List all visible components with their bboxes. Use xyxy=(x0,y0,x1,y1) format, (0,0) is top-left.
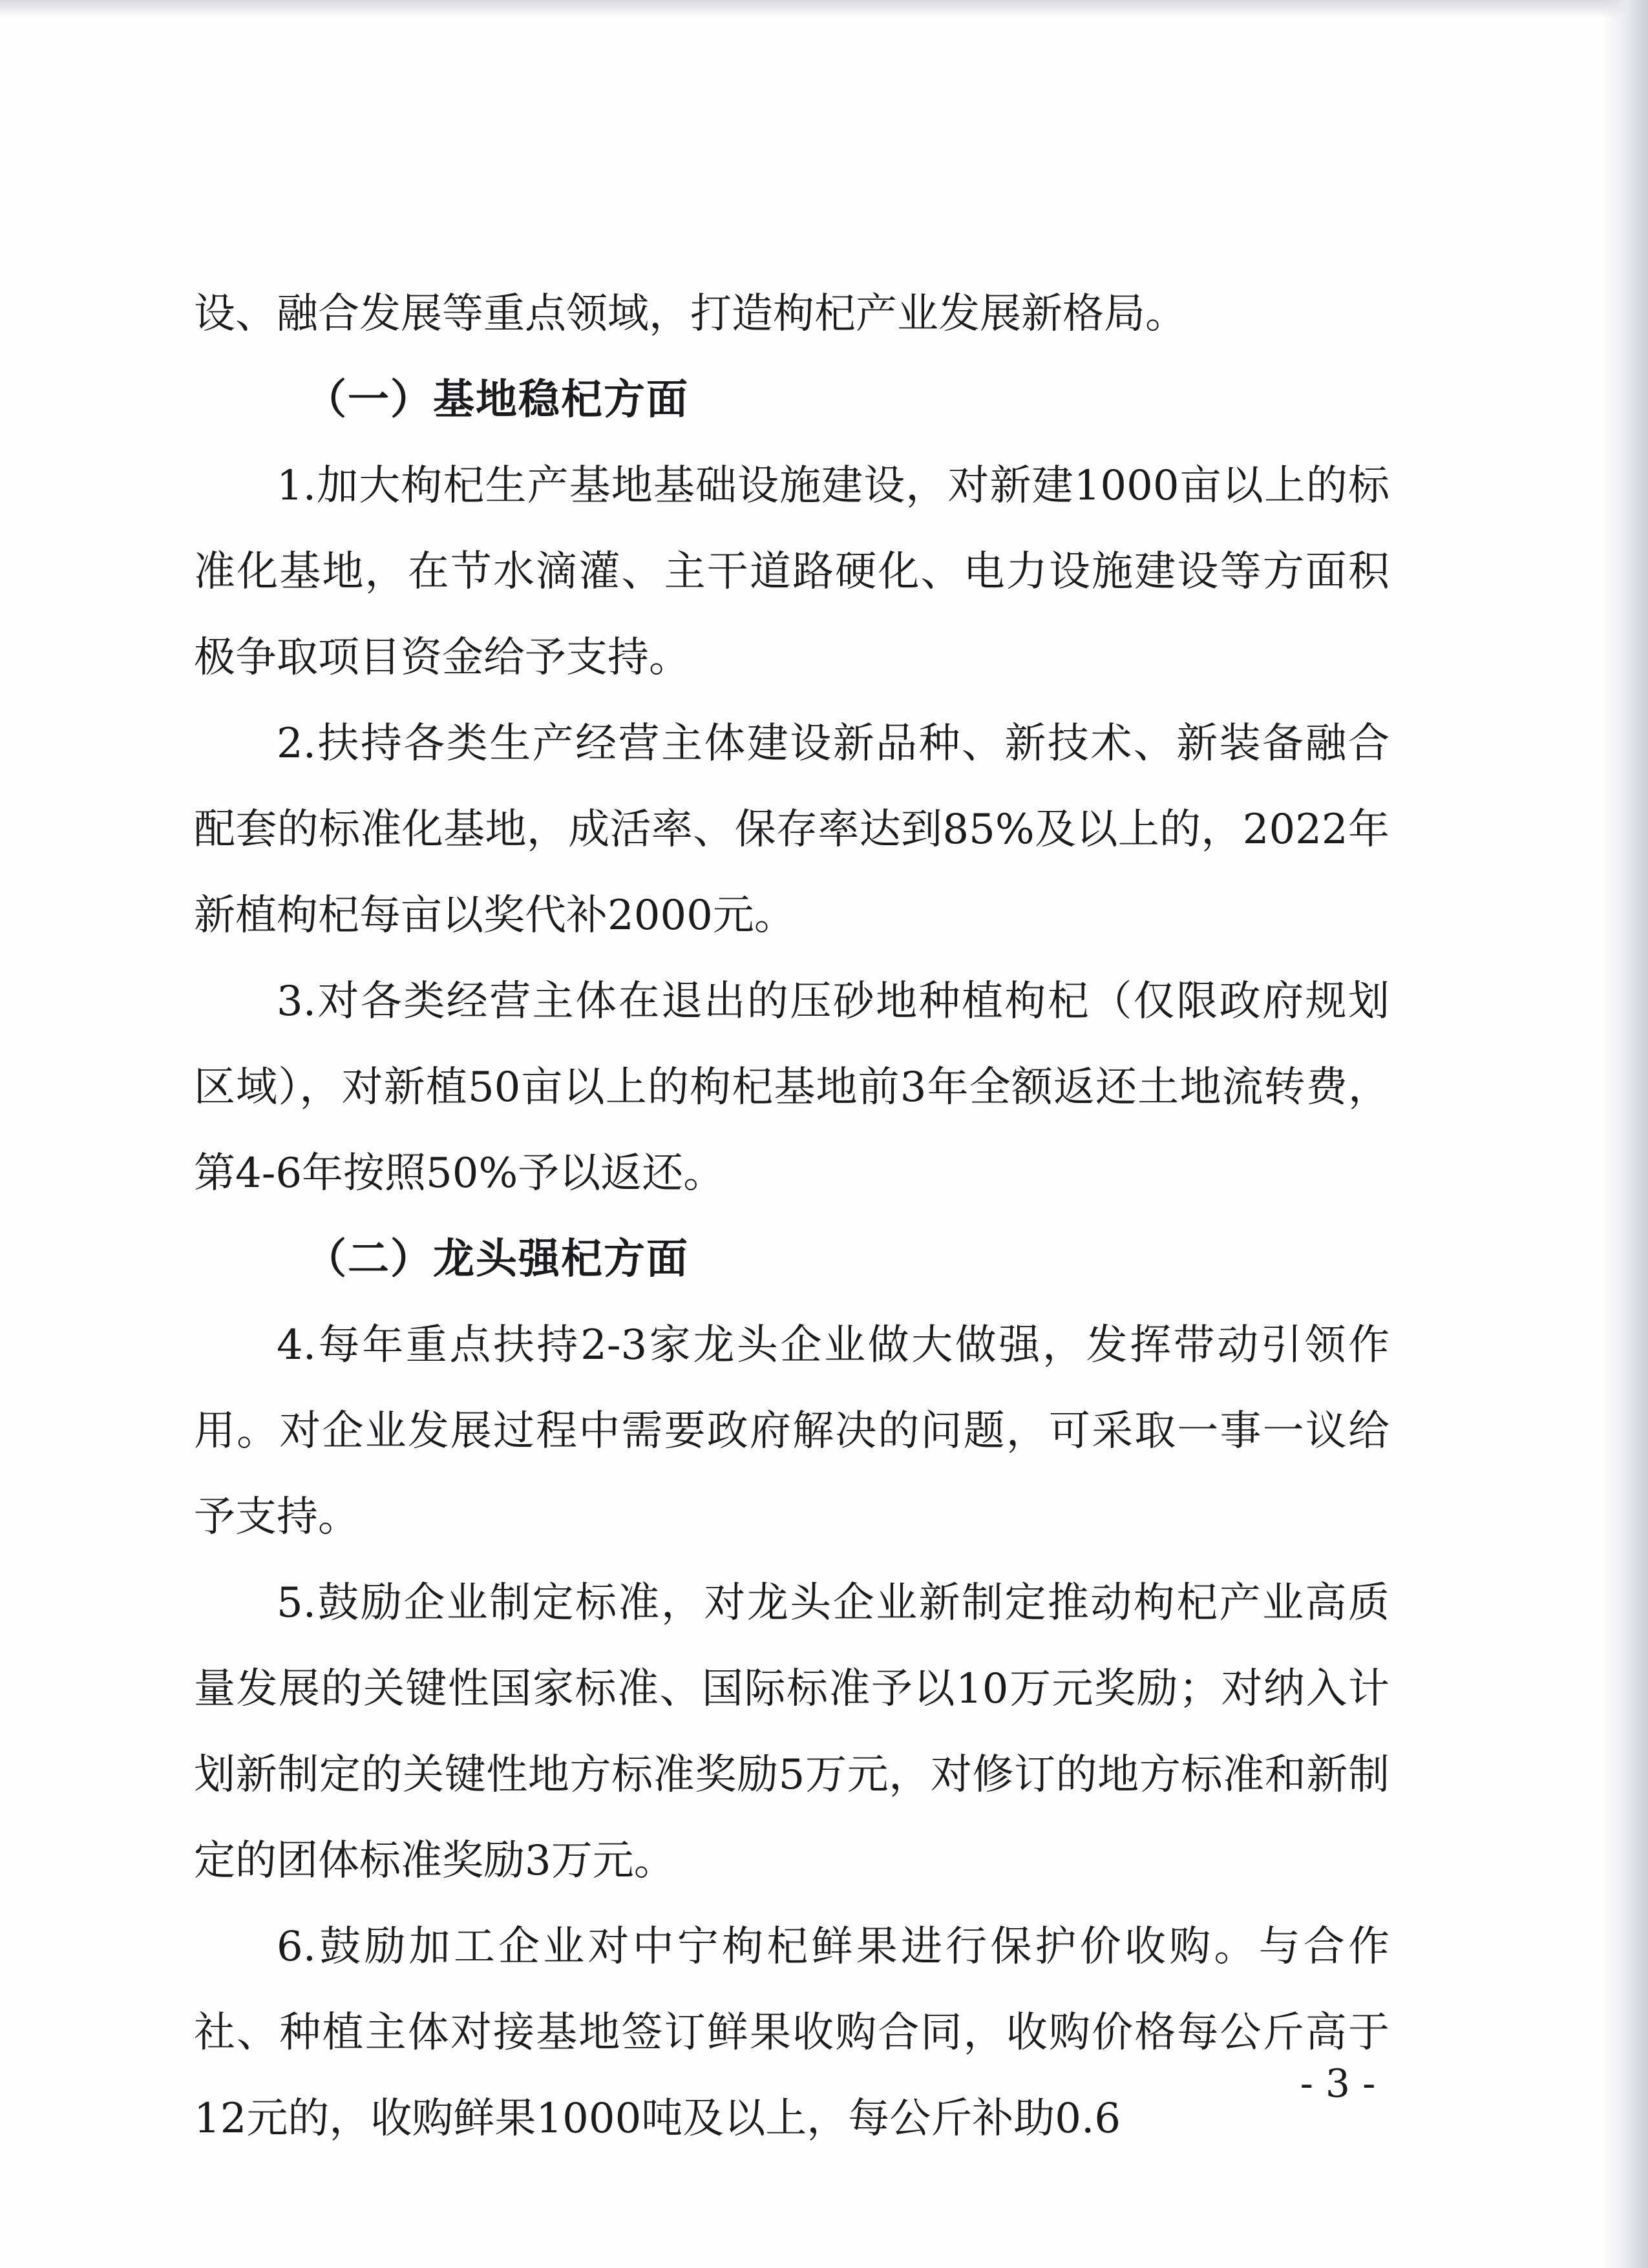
paragraph-item-5: 5.鼓励企业制定标准，对龙头企业新制定推动枸杞产业高质量发展的关键性国家标准、国际标准予以10万元奖励；对纳入计划新制定的关键性地方标准奖励5万元，对修订的地方标准和新制定的团体标准奖励3万元。 xyxy=(194,1579,1389,1885)
section-heading-leader: （二）龙头强杞方面 xyxy=(305,1235,689,1283)
section-heading-base: （一）基地稳杞方面 xyxy=(305,376,689,424)
paragraph-item-3: 3.对各类经营主体在退出的压砂地种植枸杞（仅限政府规划区域），对新植50亩以上的枸杞基地前3年全额返还土地流转费，第4-6年按照50%予以返还。 xyxy=(194,978,1389,1197)
paragraph-intro: 设、融合发展等重点领域，打造枸杞产业发展新格局。 xyxy=(194,290,1187,338)
right-edge-shadow xyxy=(1603,0,1648,2268)
page-number: - 3 - xyxy=(1300,2061,1376,2106)
top-edge-shadow xyxy=(0,0,1648,18)
body-text xyxy=(194,271,1389,2162)
paragraph-item-4: 4.每年重点扶持2-3家龙头企业做大做强，发挥带动引领作用。对企业发展过程中需要政府解决的问题，可采取一事一议给予支持。 xyxy=(194,1321,1389,1541)
paragraph-item-2: 2.扶持各类生产经营主体建设新品种、新技术、新装备融合配套的标准化基地，成活率、保存率达到85%及以上的，2022年新植枸杞每亩以奖代补2000元。 xyxy=(194,720,1389,940)
paragraph-item-1: 1.加大枸杞生产基地基础设施建设，对新建1000亩以上的标准化基地，在节水滴灌、主干道路硬化、电力设施建设等方面积极争取项目资金给予支持。 xyxy=(194,462,1389,682)
paragraph-item-6: 6.鼓励加工企业对中宁枸杞鲜果进行保护价收购。与合作社、种植主体对接基地签订鲜果收购合同，收购价格每公斤高于12元的，收购鲜果1000吨及以上，每公斤补助0.6 xyxy=(194,1923,1389,2143)
